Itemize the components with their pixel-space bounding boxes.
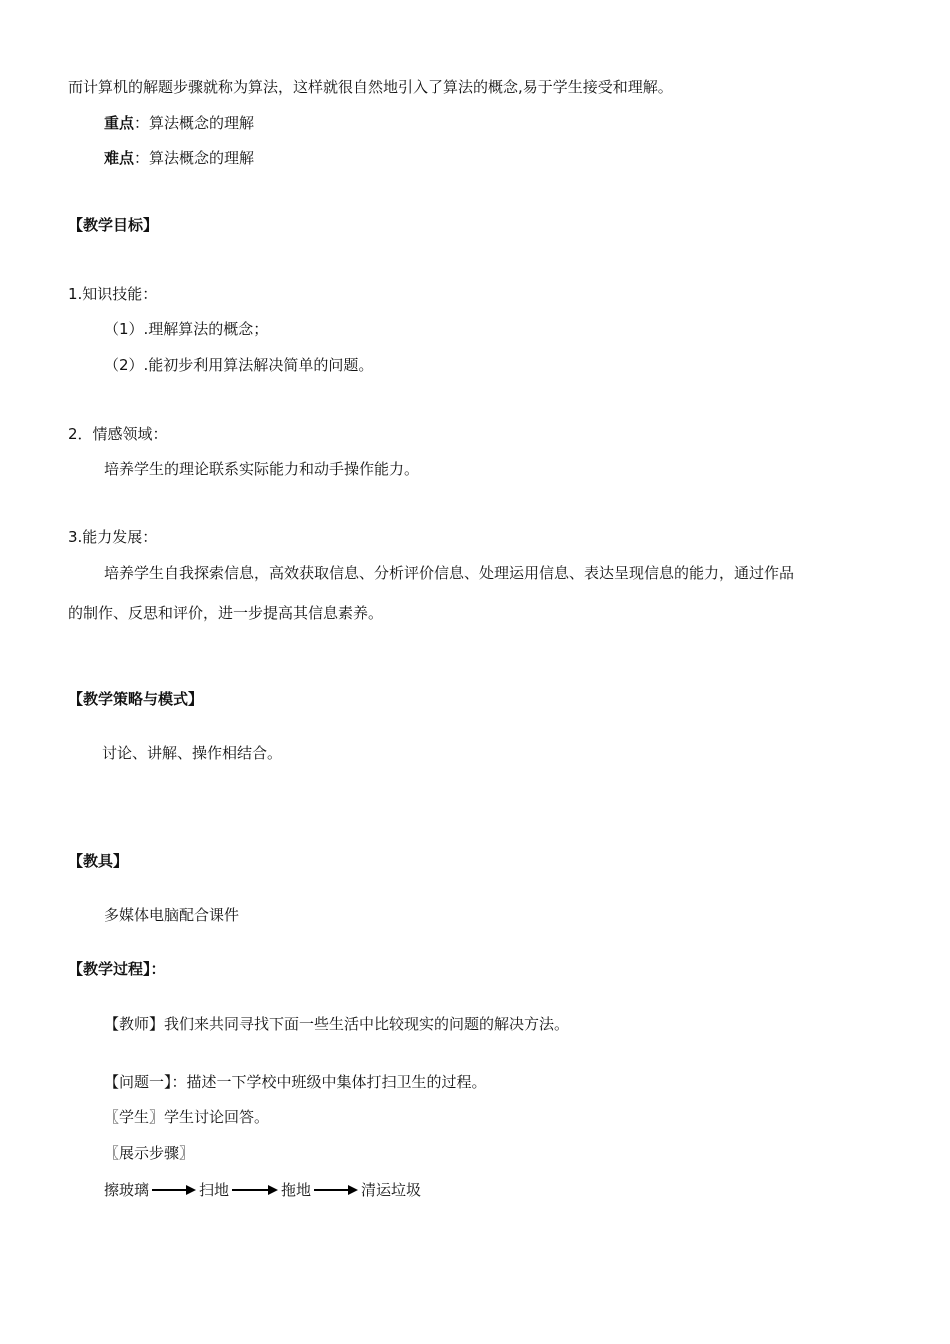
question-1-text: ：描述一下学校中班级中集体打扫卫生的过程。 — [171, 1073, 487, 1091]
student-text: 学生讨论回答。 — [164, 1108, 270, 1126]
ability-text-line-1: 培养学生自我探索信息，高效获取信息、分析评价信息、处理运用信息、表达呈现信息的能力，通过作品 — [104, 564, 795, 582]
emotion-text: 培养学生的理论联系实际能力和动手操作能力。 — [104, 460, 420, 478]
arrow-right-icon — [232, 1184, 278, 1196]
student-line — [104, 1107, 269, 1127]
difficult-point-sep: ： — [134, 149, 150, 167]
process-heading: 【教学过程】： — [68, 960, 166, 978]
arrow-right-icon — [152, 1184, 196, 1196]
step-3: 拖地 — [281, 1181, 312, 1199]
tools-heading: 【教具】 — [68, 852, 129, 870]
difficult-point — [104, 148, 254, 168]
teacher-line — [104, 1014, 569, 1034]
knowledge-item-2: （2）.能初步利用算法解决简单的问题。 — [104, 356, 374, 374]
difficult-point-label: 难点 — [104, 149, 135, 167]
strategy-heading: 【教学策略与模式】 — [68, 690, 204, 708]
ability-title: 3.能力发展： — [68, 528, 158, 546]
teacher-text: 我们来共同寻找下面一些生活中比较现实的问题的解决方法。 — [164, 1015, 570, 1033]
show-steps-label: 〖展示步骤〗 — [104, 1144, 195, 1162]
teacher-tag: 【教师】 — [104, 1015, 165, 1033]
difficult-point-text: 算法概念的理解 — [149, 149, 255, 167]
key-point-label: 重点 — [104, 114, 135, 132]
step-2: 扫地 — [199, 1181, 230, 1199]
key-point-sep: ： — [134, 114, 150, 132]
emotion-title: 2．情感领域： — [68, 425, 168, 443]
step-4: 清运垃圾 — [361, 1181, 422, 1199]
question-1-line — [104, 1072, 487, 1092]
key-point-text: 算法概念的理解 — [149, 114, 255, 132]
strategy-text: 讨论、讲解、操作相结合。 — [102, 744, 283, 762]
intro-paragraph: 而计算机的解题步骤就称为算法，这样就很自然地引入了算法的概念,易于学生接受和理解。 — [68, 78, 673, 96]
knowledge-title: 1.知识技能： — [68, 285, 158, 303]
steps-flow — [104, 1179, 421, 1201]
tools-text: 多媒体电脑配合课件 — [104, 906, 240, 924]
ability-text-line-2: 的制作、反思和评价，进一步提高其信息素养。 — [68, 604, 384, 622]
key-point — [104, 113, 254, 133]
step-1: 擦玻璃 — [104, 1181, 150, 1199]
knowledge-item-1: （1）.理解算法的概念； — [104, 320, 269, 338]
objectives-heading: 【教学目标】 — [68, 216, 159, 234]
student-tag: 〖学生〗 — [104, 1108, 165, 1126]
arrow-right-icon — [314, 1184, 358, 1196]
question-1-tag: 【问题一】 — [104, 1073, 172, 1091]
